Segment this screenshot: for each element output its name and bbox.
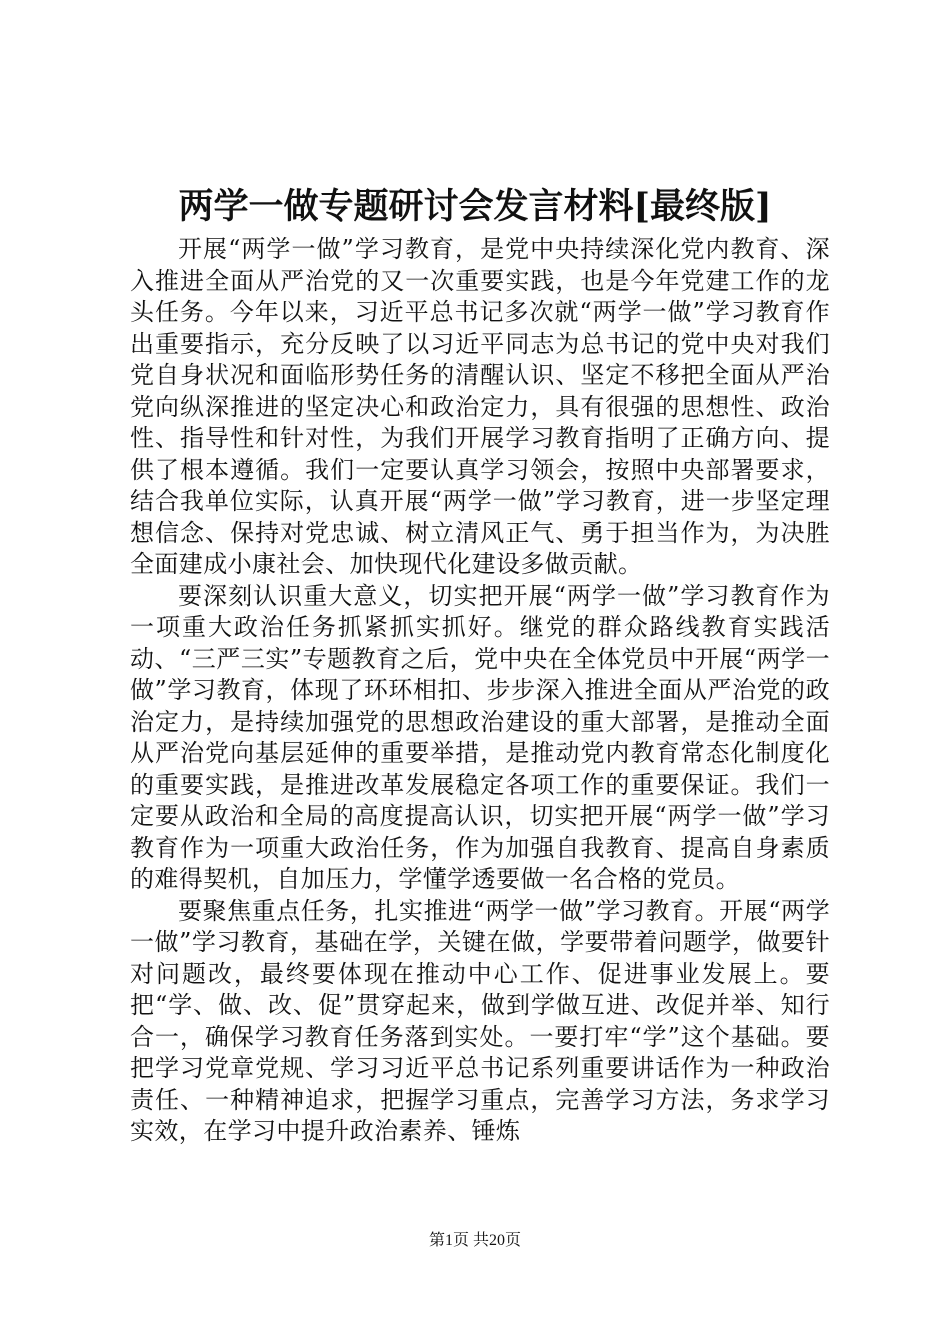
document-body	[130, 234, 830, 1148]
document-title: 两学一做专题研讨会发言材料[最终版]	[178, 186, 772, 227]
paragraph: 要深刻认识重大意义，切实把开展“两学一做”学习教育作为一项重大政治任务抓紧抓实抓好。继党的群众路线教育实践活动、“三严三实”专题教育之后，党中央在全体党员中开展“两学一做”学习教育，体现了环环相扣、步步深入推进全面从严治党的政治定力，是持续加强党的思想政治建设的重大部署，是推动全面从严治党向基层延伸的重要举措，是推动党内教育常态化制度化的重要实践，是推进改革发展稳定各项工作的重要保证。我们一定要从政治和全局的高度提高认识，切实把开展“两学一做”学习教育作为一项重大政治任务，作为加强自我教育、提高自身素质的难得契机，自加压力，学懂学透要做一名合格的党员。	[130, 581, 830, 893]
paragraph: 要聚焦重点任务，扎实推进“两学一做”学习教育。开展“两学一做”学习教育，基础在学，关键在做，学要带着问题学，做要针对问题改，最终要体现在推动中心工作、促进事业发展上。要把“学、做、改、促”贯穿起来，做到学做互进、改促并举、知行合一，确保学习教育任务落到实处。一要打牢“学”这个基础。要把学习党章党规、学习习近平总书记系列重要讲话作为一种政治责任、一种精神追求，把握学习重点，完善学习方法，务求学习实效，在学习中提升政治素养、锤炼	[130, 896, 830, 1145]
paragraph: 开展“两学一做”学习教育，是党中央持续深化党内教育、深入推进全面从严治党的又一次重要实践，也是今年党建工作的龙头任务。今年以来，习近平总书记多次就“两学一做”学习教育作出重要指示，充分反映了以习近平同志为总书记的党中央对我们党自身状况和面临形势任务的清醒认识、坚定不移把全面从严治党向纵深推进的坚定决心和政治定力，具有很强的思想性、政治性、指导性和针对性，为我们开展学习教育指明了正确方向、提供了根本遵循。我们一定要认真学习领会，按照中央部署要求，结合我单位实际，认真开展“两学一做”学习教育，进一步坚定理想信念、保持对党忠诚、树立清风正气、勇于担当作为，为决胜全面建成小康社会、加快现代化建设多做贡献。	[130, 235, 830, 578]
page-number: 第1页 共20页	[428, 1232, 521, 1249]
